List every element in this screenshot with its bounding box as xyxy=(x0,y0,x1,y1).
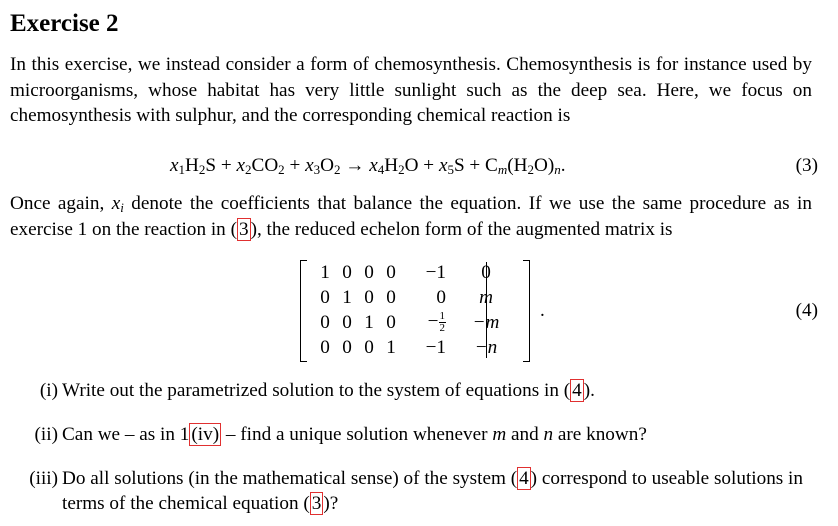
variable-n: n xyxy=(543,424,554,445)
equation-ref-link[interactable]: 3 xyxy=(311,493,322,514)
matrix-cell: m xyxy=(479,286,493,308)
matrix-cell: 1 xyxy=(320,261,330,283)
question-label: (iii) xyxy=(29,468,58,489)
matrix-cell: 0 xyxy=(342,336,352,358)
matrix-cell: 0 xyxy=(364,336,374,358)
matrix-grid xyxy=(314,260,510,360)
question-label: (ii) xyxy=(34,424,58,445)
para2-text-3: , the reduced echelon form of the augmented matrix is xyxy=(256,218,673,240)
matrix-cell: 0 xyxy=(386,311,396,333)
augmented-matrix xyxy=(300,258,530,362)
matrix-cell: 0 xyxy=(481,261,491,283)
reaction-equation xyxy=(10,155,818,181)
exercise-ref-link[interactable]: (iv) xyxy=(191,424,220,445)
matrix-cell: 0 xyxy=(320,336,330,358)
matrix-cell: 1 xyxy=(386,336,396,358)
question-text-part: Write out the parametrized solution to the system of equations in xyxy=(62,380,564,401)
matrix-cell: 0 xyxy=(320,311,330,333)
matrix-cell: −n xyxy=(474,336,498,358)
reaction-formula: $x_1H_2S + x_2CO_2 + x_3O_2 \to x_4H_2O + x_5S + C_m(H_2O)_n$. xyxy=(170,155,566,177)
matrix-cell: −1 xyxy=(425,336,446,358)
question-text-part: – find a unique solution whenever xyxy=(221,424,493,445)
question-text-part: are known? xyxy=(553,424,647,445)
equation-ref-link[interactable]: 3 xyxy=(238,218,249,240)
matrix-equation-number: (4) xyxy=(795,300,818,321)
question-text-part: correspond to useable solutions in terms of the chemical equation xyxy=(62,468,803,514)
matrix-cell: 0 xyxy=(320,286,330,308)
question-text-part: . xyxy=(590,380,595,401)
question-text-part: and xyxy=(506,424,544,445)
para2-text-2: denote the coefficients that balance the equation. If we use the same procedure as in exercise 1 on the reaction in xyxy=(10,193,812,240)
question-label: (i) xyxy=(39,380,58,401)
matrix-cell: −m xyxy=(472,311,500,333)
fraction-half: $\frac{1}{2}$ xyxy=(439,310,445,335)
question-text: Do all solutions (in the mathematical sense) of the system ( 4 ) correspond to useable solutions in terms of the chemical equation ( 3 )? xyxy=(62,468,803,514)
equation-ref-link[interactable]: 4 xyxy=(519,468,529,489)
matrix-cell: 1 xyxy=(364,311,374,333)
matrix-cell: 0 xyxy=(386,261,396,283)
para2-text-1: Once again, xyxy=(10,193,112,214)
matrix-cell: 1 xyxy=(342,286,352,308)
question-text: Write out the parametrized solution to the system of equations in ( 4 ). xyxy=(62,380,595,401)
coefficient-symbol: $x_i$ xyxy=(111,193,124,215)
matrix-right-bracket xyxy=(523,260,530,362)
matrix-cell: 0 xyxy=(436,286,446,308)
question-text-part: ? xyxy=(329,493,339,514)
matrix-cell: 0 xyxy=(364,286,374,308)
variable-m: m xyxy=(492,424,507,445)
exercise-title: Exercise 2 xyxy=(10,10,119,37)
matrix-cell: 0 xyxy=(342,311,352,333)
matrix-cell: 0 xyxy=(342,261,352,283)
intro-paragraph: In this exercise, we instead consider a form of chemosynthesis. Chemosynthesis is for instance used by microorganisms, whose habitat has very little sunlight such as the deep sea. Here, we focus on chemosynthesis with sulphur, and the corresponding chemical reaction is xyxy=(10,54,812,126)
exercise-page xyxy=(10,0,818,526)
question-text-part: Can we – as in 1 xyxy=(62,424,190,445)
matrix-cell: −1 xyxy=(425,261,446,283)
matrix-cell: 0 xyxy=(386,286,396,308)
equation-ref-link[interactable]: 4 xyxy=(572,380,582,401)
equation-number: (3) xyxy=(795,155,818,176)
question-text xyxy=(62,422,818,447)
matrix-cell: 0 xyxy=(364,261,374,283)
matrix-period: . xyxy=(540,300,545,321)
question-text-part: Do all solutions (in the mathematical sense) of the system xyxy=(62,468,511,489)
matrix-left-bracket xyxy=(300,260,307,362)
augmented-matrix-display xyxy=(10,258,818,366)
matrix-cell: − $\frac{1}{2}$ xyxy=(427,310,445,335)
matrix-paragraph: Once again, $x_i$ denote the coefficients that balance the equation. If we use the same procedure as in exercise 1 on the reaction in ( 3 ), the reduced echelon form of the augmented matrix is xyxy=(10,193,812,240)
